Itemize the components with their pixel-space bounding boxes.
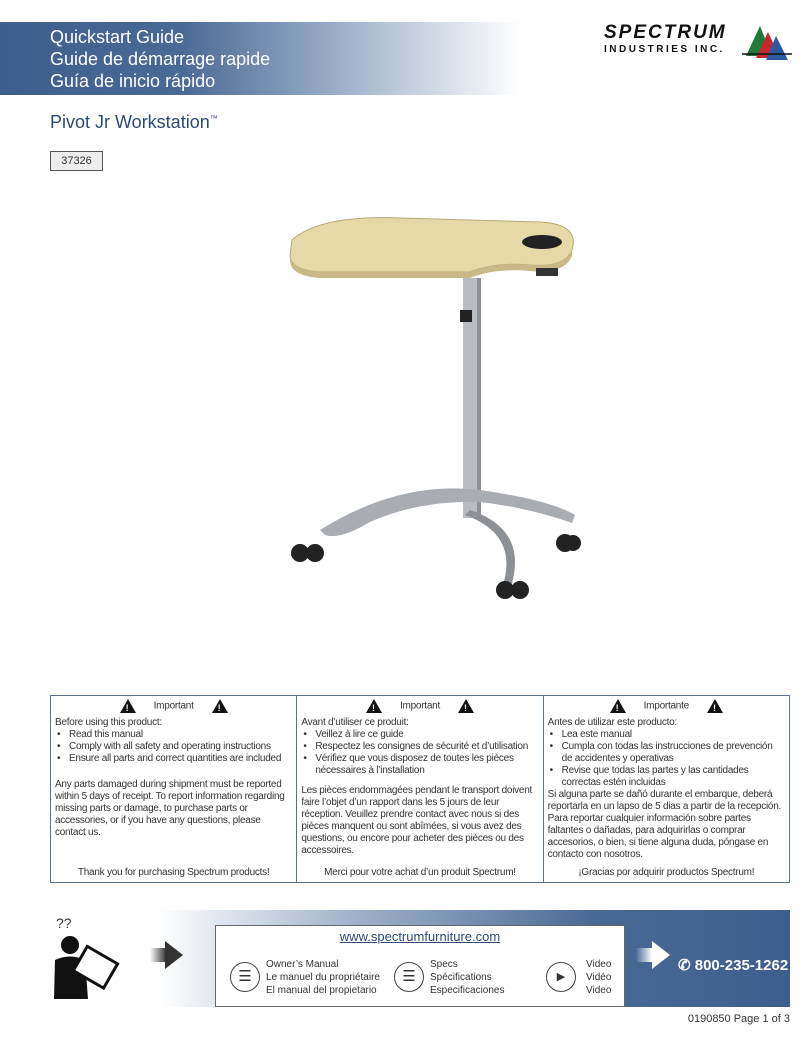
resources-box [215, 925, 625, 1007]
arrow-tail [150, 948, 165, 962]
list-item: • Lea este manual [548, 729, 785, 741]
important-notice-box [50, 695, 790, 883]
list-item: • Comply with all safety and operating instructions [55, 741, 292, 753]
list-item: • Respectez les consignes de sécurité et d’utilisation [301, 741, 538, 753]
person-reading-manual-icon [50, 935, 125, 1000]
warning-icon [120, 699, 136, 713]
list-item: • Cumpla con todas las instrucciones de prevención de accidentes y operativas [548, 741, 785, 765]
header-banner [0, 22, 520, 95]
video-link[interactable]: Video Vidéo Video [586, 959, 612, 996]
arrow-tail [636, 948, 652, 962]
manual-icon[interactable]: ☰ [230, 962, 260, 992]
notice-body: Any parts damaged during shipment must be reported within 5 days of receipt. To report information regarding missing parts or damage, to purchase parts or accessories, or if you have any questions, please contact us. [55, 779, 285, 838]
warning-icon [212, 699, 228, 713]
notice-intro: Avant d’utiliser ce produit: [301, 717, 409, 728]
notice-thanks: Merci pour votre achat d’un produit Spectrum! [324, 867, 516, 878]
logo-sub: INDUSTRIES INC. [604, 44, 725, 55]
list-item: • Read this manual [55, 729, 292, 741]
website-link[interactable]: www.spectrumfurniture.com [339, 929, 501, 944]
title-fr: Guide de démarrage rapide [50, 49, 271, 69]
notice-intro: Before using this product: [55, 717, 162, 728]
spectrum-logo [600, 22, 790, 62]
notice-heading: Important [153, 700, 194, 712]
arrow-icon [652, 941, 670, 969]
product-image [280, 210, 590, 610]
list-item: • Ensure all parts and correct quantities are included [55, 753, 292, 765]
video-icon[interactable]: ▶ [546, 962, 576, 992]
arrow-icon [165, 941, 183, 969]
notice-en [51, 696, 297, 882]
logo-triangles-icon [742, 24, 792, 64]
list-item: • Veillez à lire ce guide [301, 729, 538, 741]
phone-icon: ✆ [678, 957, 695, 974]
notice-fr [297, 696, 543, 882]
notice-body: Les pièces endommagées pendant le transport doivent faire l’objet d’un rapport dans les 5 jours de leur réception. Veuillez prendre contact avec nous si des pièces manquent ou sont abîmées, si vous avez des questions, ou encore pour acheter des pièces ou des accessoires. [301, 785, 533, 856]
specs-link[interactable]: Specs Spécifications Especificaciones [430, 959, 505, 996]
warning-icon [707, 699, 723, 713]
part-number: 37326 [50, 151, 103, 171]
logo-name: SPECTRUM [604, 22, 727, 43]
warning-icon [458, 699, 474, 713]
page-number: 0190850 Page 1 of 3 [687, 1013, 790, 1025]
notice-thanks: ¡Gracias por adquirir productos Spectrum! [578, 867, 755, 878]
notice-es [544, 696, 789, 882]
notice-body: Si alguna parte se dañó durante el embarque, deberá reportarla en un lapso de 5 dias a partir de la recepción. Para reportar cualquier información sobre partes faltantes o dañadas, para adquirirlas o comprar accesorios, o bien, si tiene alguna duda, póngase en contacto con nosotros. [547, 789, 782, 860]
product-title: Pivot Jr Workstation™ [50, 112, 218, 132]
warning-icon [610, 699, 626, 713]
notice-intro: Antes de utilizar este producto: [547, 717, 677, 728]
warning-icon [366, 699, 382, 713]
notice-heading: Importante [643, 700, 689, 712]
question-marks: ?? [56, 915, 72, 931]
list-item: • Vérifiez que vous disposez de toutes les pièces nécessaires à l’installation [301, 753, 538, 777]
title-en: Quickstart Guide [50, 27, 185, 47]
owners-manual-link[interactable]: Owner’s Manual Le manuel du propriétaire El manual del propietario [266, 959, 380, 996]
specs-icon[interactable]: ☰ [394, 962, 424, 992]
phone-number[interactable]: ✆ 800-235-1262 [678, 957, 789, 974]
list-item: • Revise que todas las partes y las cantidades correctas estén incluidas [548, 765, 785, 789]
notice-thanks: Thank you for purchasing Spectrum products! [77, 867, 270, 878]
title-es: Guía de inicio rápido [50, 71, 216, 91]
notice-heading: Important [399, 700, 440, 712]
